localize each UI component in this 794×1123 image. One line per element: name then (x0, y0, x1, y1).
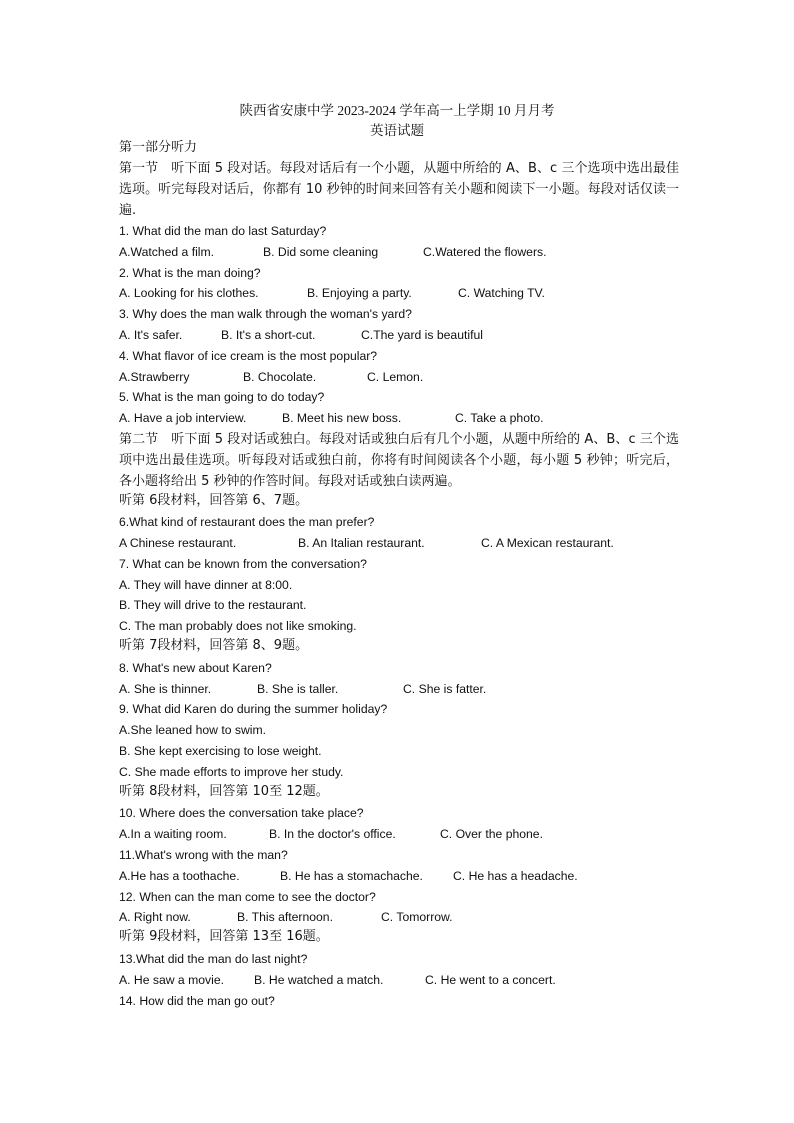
question-7: 7. What can be known from the conversation? (119, 557, 367, 571)
q4-option-a: A.Strawberry (119, 370, 190, 384)
q9-option-b: B. She kept exercising to lose weight. (119, 744, 322, 758)
q1-option-a: A.Watched a film. (119, 245, 215, 259)
q8-option-b: B. She is taller. (257, 682, 339, 696)
q7-option-a: A. They will have dinner at 8:00. (119, 578, 293, 592)
q12-option-c: C. Tomorrow. (381, 910, 453, 924)
q10-option-b: B. In the doctor's office. (269, 827, 396, 841)
question-14: 14. How did the man go out? (119, 994, 275, 1008)
q2-option-c: C. Watching TV. (458, 286, 545, 300)
q3-option-b: B. It's a short-cut. (221, 328, 316, 342)
q5-option-a: A. Have a job interview. (119, 411, 247, 425)
q6-option-a: A Chinese restaurant. (119, 536, 237, 550)
question-1: 1. What did the man do last Saturday? (119, 224, 327, 238)
q11-option-b: B. He has a stomachache. (280, 869, 423, 883)
q3-option-c: C.The yard is beautiful (361, 328, 483, 342)
q6-option-c: C. A Mexican restaurant. (481, 536, 614, 550)
q11-option-c: C. He has a headache. (453, 869, 578, 883)
question-5: 5. What is the man going to do today? (119, 390, 325, 404)
section2-instructions: 第二节 听下面 5 段对话或独白。每段对话或独白后有几个小题，从题中所给的 A、B、c 三个选项中选出最佳选项。听每段对话或独白前，你将有时间阅读各个小题，每小题 5 秒钟；听完后，各小题将给出 5 秒钟的作答时间。每段对话或独白读两遍。 (119, 432, 679, 489)
q13-option-a: A. He saw a movie. (119, 973, 224, 987)
q8-option-c: C. She is fatter. (403, 682, 487, 696)
question-11: 11.What's wrong with the man? (119, 848, 288, 862)
question-10: 10. Where does the conversation take place? (119, 806, 364, 820)
question-12: 12. When can the man come to see the doctor? (119, 890, 376, 904)
part-heading: 第一部分听力 (119, 140, 198, 155)
question-3: 3. Why does the man walk through the woman's yard? (119, 307, 412, 321)
question-2: 2. What is the man doing? (119, 266, 261, 280)
q5-option-c: C. Take a photo. (455, 411, 544, 425)
question-4: 4. What flavor of ice cream is the most popular? (119, 349, 378, 363)
q8-option-a: A. She is thinner. (119, 682, 212, 696)
q12-option-b: B. This afternoon. (237, 910, 333, 924)
exam-title: 陕西省安康中学 2023-2024 学年高一上学期 10 月月考 (239, 103, 555, 118)
material-8-heading: 听第 8段材料，回答第 10至 12题。 (119, 784, 329, 799)
q11-option-a: A.He has a toothache. (119, 869, 240, 883)
q10-option-a: A.In a waiting room. (119, 827, 227, 841)
q3-option-a: A. It's safer. (119, 328, 183, 342)
q4-option-c: C. Lemon. (367, 370, 424, 384)
material-6-heading: 听第 6段材料，回答第 6、7题。 (119, 493, 309, 508)
q2-option-a: A. Looking for his clothes. (119, 286, 259, 300)
q13-option-b: B. He watched a match. (254, 973, 384, 987)
q6-option-b: B. An Italian restaurant. (298, 536, 425, 550)
q1-option-b: B. Did some cleaning (263, 245, 379, 259)
q9-option-c: C. She made efforts to improve her study. (119, 765, 344, 779)
question-9: 9. What did Karen do during the summer holiday? (119, 702, 388, 716)
q2-option-b: B. Enjoying a party. (307, 286, 412, 300)
material-7-heading: 听第 7段材料，回答第 8、9题。 (119, 638, 309, 653)
q5-option-b: B. Meet his new boss. (282, 411, 402, 425)
q7-option-b: B. They will drive to the restaurant. (119, 598, 307, 612)
q1-option-c: C.Watered the flowers. (423, 245, 547, 259)
q12-option-a: A. Right now. (119, 910, 191, 924)
exam-subtitle: 英语试题 (370, 123, 424, 138)
q13-option-c: C. He went to a concert. (425, 973, 556, 987)
question-6: 6.What kind of restaurant does the man prefer? (119, 515, 375, 529)
material-9-heading: 听第 9段材料，回答第 13至 16题。 (119, 929, 329, 944)
question-13: 13.What did the man do last night? (119, 952, 308, 966)
q9-option-a: A.She leaned how to swim. (119, 723, 267, 737)
q10-option-c: C. Over the phone. (440, 827, 543, 841)
q7-option-c: C. The man probably does not like smoking. (119, 619, 357, 633)
q4-option-b: B. Chocolate. (243, 370, 317, 384)
section1-instructions: 第一节 听下面 5 段对话。每段对话后有一个小题，从题中所给的 A、B、c 三个选项中选出最佳选项。听完每段对话后，你都有 10 秒钟的时间来回答有关小题和阅读下一小题。每段对话仅读一遍. (119, 161, 679, 218)
question-8: 8. What's new about Karen? (119, 661, 272, 675)
